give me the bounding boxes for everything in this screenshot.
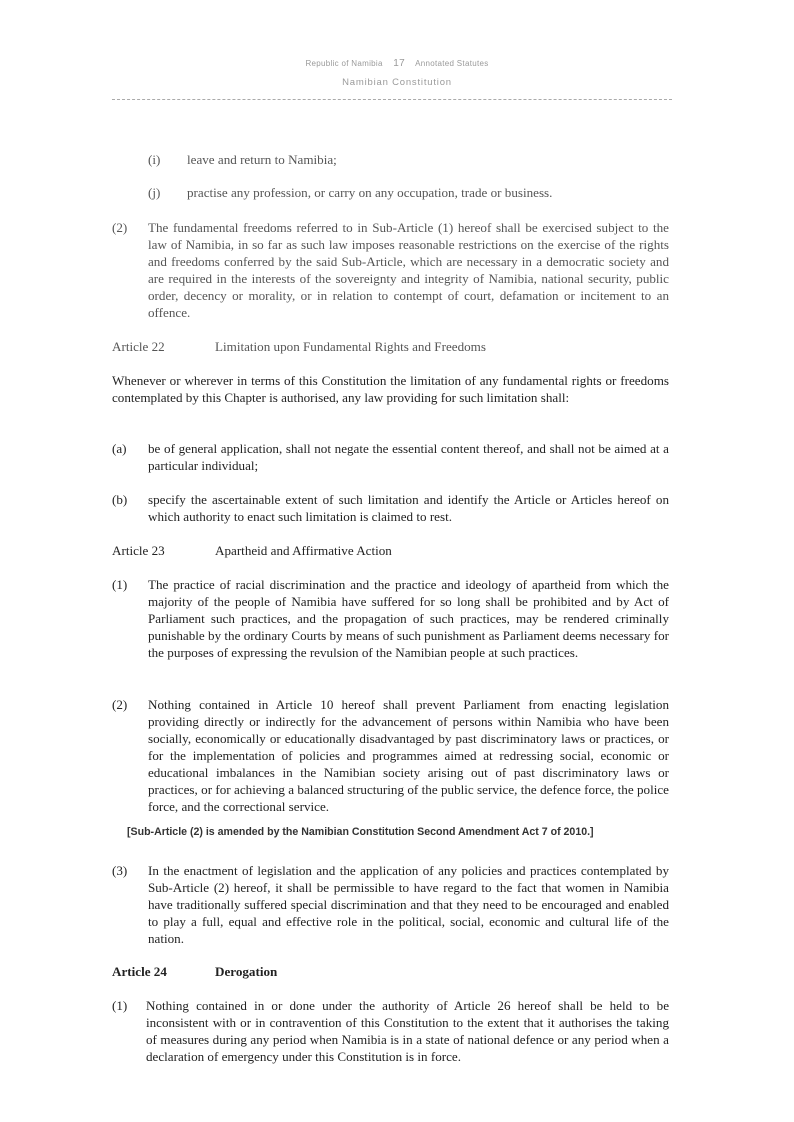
article-24-label: Article 24 xyxy=(112,964,167,979)
art21-subarticle-2-text: The fundamental freedoms referred to in Sub-Article (1) hereof shall be exercised subject to the law of Namibia, in so far as such law imposes reasonable restrictions on the exercise of the rights and freedoms conferred by the said Sub-Article, which are necessary in a democratic society and are required in the interests of the sovereignty and integrity of Namibia, national security, public order, decency or morality, or in relation to contempt of court, defamation or incitement to an offence. xyxy=(148,220,669,320)
article-22-label: Article 22 xyxy=(112,339,165,354)
header-rule xyxy=(112,99,672,100)
article-23-label: Article 23 xyxy=(112,543,165,558)
header-republic: Republic of Namibia xyxy=(305,59,383,68)
page-number: 17 xyxy=(393,58,405,69)
article-24-heading xyxy=(112,963,278,980)
item-j-text: practise any profession, or carry on any occupation, trade or business. xyxy=(187,185,553,200)
item-j-number: (j) xyxy=(148,185,161,200)
art23-subarticle-2-text: Nothing contained in Article 10 hereof shall prevent Parliament from enacting legislation providing directly or indirectly for the advancement of persons within Namibia who have been socially, economically or educationally disadvantaged by past discriminatory laws or practices, or for the implementation of policies and programmes aimed at redressing social, economic or educational imbalances in the Namibian society arising out of past discriminatory laws or practices, or for achieving a balanced structuring of the public service, the defence force, the police force, and the correctional service. xyxy=(148,697,669,814)
art22-item-a-text: be of general application, shall not negate the essential content thereof, and shall not be aimed at a particular individual; xyxy=(148,441,669,473)
art24-subarticle-1-number: (1) xyxy=(112,998,128,1013)
art23-subarticle-3-text: In the enactment of legislation and the application of any policies and practices contemplated by Sub-Article (2) hereof, it shall be permissible to have regard to the fact that women in Namibia have traditionally suffered special discrimination and that they need to be encouraged and enabled to play a full, equal and effective role in the political, social, economic and cultural life of the nation. xyxy=(148,863,669,946)
art24-subarticle-1-text: Nothing contained in or done under the authority of Article 26 hereof shall be held to be inconsistent with or in contravention of this Constitution to the extent that it authorises the taking of measures during any period when Namibia is in a state of national defence or any period when a declaration of emergency under this Constitution is in force. xyxy=(146,998,669,1064)
art22-item-b-text: specify the ascertainable extent of such limitation and identify the Article or Articles hereof on which authority to enact such limitation is claimed to rest. xyxy=(148,492,669,524)
article-23-heading xyxy=(112,542,392,559)
art21-subarticle-2-number: (2) xyxy=(112,220,128,235)
article-22-title: Limitation upon Fundamental Rights and Freedoms xyxy=(215,339,486,354)
art23-subarticle-2-number: (2) xyxy=(112,697,128,712)
article-22-intro: Whenever or wherever in terms of this Constitution the limitation of any fundamental rights or freedoms contemplated by this Chapter is authorised, any law providing for such limitation shall: xyxy=(112,373,669,405)
article-24-title: Derogation xyxy=(215,964,278,979)
art22-item-a-number: (a) xyxy=(112,441,127,456)
art22-item-b-number: (b) xyxy=(112,492,128,507)
item-i-number: (i) xyxy=(148,152,161,167)
header-annotated-statutes: Annotated Statutes xyxy=(415,59,489,68)
header-document-title: Namibian Constitution xyxy=(342,77,452,88)
article-23-title: Apartheid and Affirmative Action xyxy=(215,543,392,558)
art23-subarticle-1-number: (1) xyxy=(112,577,128,592)
item-i-text: leave and return to Namibia; xyxy=(187,152,337,167)
art23-subarticle-1-text: The practice of racial discrimination and the practice and ideology of apartheid from which the majority of the people of Namibia have suffered for so long shall be prohibited and by Act of Parliament such practices, and the propagation of such practices, may be rendered criminally punishable by the ordinary Courts by means of such punishment as Parliament deems necessary for the purposes of expressing the revulsion of the Namibian people at such practices. xyxy=(148,577,669,660)
running-header xyxy=(0,58,794,69)
amendment-note: [Sub-Article (2) is amended by the Namibian Constitution Second Amendment Act 7 of 2010.] xyxy=(127,826,594,838)
article-22-heading xyxy=(112,338,486,355)
art23-subarticle-3-number: (3) xyxy=(112,863,128,878)
